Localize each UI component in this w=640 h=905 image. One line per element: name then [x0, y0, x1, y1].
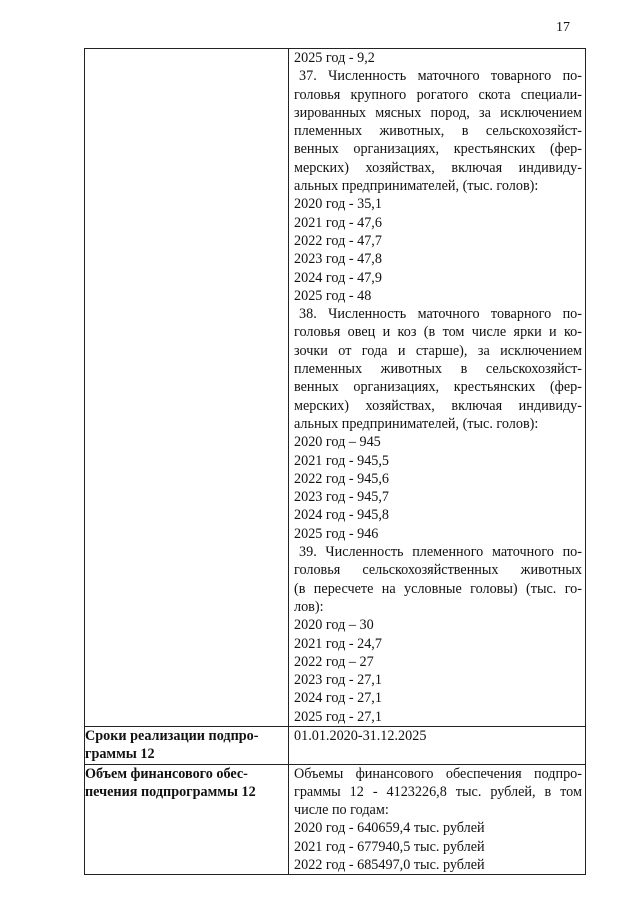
indicator-38-text: альных предпринимателей, (тыс. голов):: [294, 415, 539, 432]
indicator-39-text: 39. Численность племенного маточного по-: [299, 544, 582, 561]
indicator-37-text: 37. Численность маточного товарного по-: [299, 68, 582, 85]
financing-label: [85, 764, 289, 875]
indicator-37-text: венных организациях, крестьянских (фер-: [294, 141, 582, 158]
indicator-39-text: головья сельскохозяйственных животных: [294, 562, 582, 579]
indicator-37-text: племенных животных, в сельскохозяйст-: [294, 123, 582, 140]
indicator-38-text: венных организациях, крестьянских (фер-: [294, 379, 582, 396]
page-number: 17: [556, 20, 570, 35]
financing-label-line: Объем финансового обес-: [85, 765, 248, 782]
indicator-38-text: мерских) хозяйствах, включая индивиду-: [294, 397, 582, 414]
value-line: 2021 год - 677940,5 тыс. рублей: [294, 838, 485, 855]
value-line: 2021 год - 24,7: [294, 635, 382, 652]
terms-value: 01.01.2020-31.12.2025: [294, 727, 427, 744]
indicator-38-text: зочки от года и старше), за исключением: [294, 342, 582, 359]
financing-text: числе по годам:: [294, 802, 389, 819]
value-line: 2020 год – 945: [294, 434, 381, 451]
indicator-38-text: головья овец и коз (в том числе ярки и ко-: [294, 324, 582, 341]
indicator-37-text: зированных мясных пород, за исключением: [294, 104, 582, 121]
value-line: 2020 год - 640659,4 тыс. рублей: [294, 820, 485, 837]
terms-label-line: граммы 12: [85, 746, 155, 763]
terms-label: [85, 726, 289, 764]
value-line: 2024 год - 27,1: [294, 690, 382, 707]
indicators-cell: [289, 49, 586, 727]
value-line: 2022 год - 47,7: [294, 232, 382, 249]
empty-label-cell: [85, 49, 289, 727]
terms-label-line: Сроки реализации подпро-: [85, 727, 259, 744]
indicator-37-text: мерских) хозяйствах, включая индивиду-: [294, 159, 582, 176]
table-row: [85, 726, 586, 764]
indicator-39-text: (в пересчете на условные головы) (тыс. го-: [294, 580, 582, 597]
passport-table: [84, 48, 586, 875]
table-row: [85, 49, 586, 727]
table-row: [85, 764, 586, 875]
value-line: 2024 год - 945,8: [294, 507, 390, 524]
value-line: 2025 год - 946: [294, 525, 379, 542]
financing-text: граммы 12 - 4123226,8 тыс. рублей, в том: [294, 783, 582, 800]
financing-value-cell: [289, 764, 586, 875]
value-line: 2023 год - 27,1: [294, 672, 382, 689]
value-line: 2025 год - 48: [294, 287, 372, 304]
indicator-37-text: головья крупного рогатого скота специали-: [294, 86, 582, 103]
terms-value-cell: [289, 726, 586, 764]
value-line: 2023 год - 945,7: [294, 489, 390, 506]
value-line: 2025 год - 27,1: [294, 708, 382, 725]
value-line: 2022 год - 685497,0 тыс. рублей: [294, 857, 485, 874]
value-line: 2020 год - 35,1: [294, 196, 382, 213]
value-line: 2023 год - 47,8: [294, 251, 382, 268]
value-line: 2020 год – 30: [294, 617, 374, 634]
value-line: 2022 год – 27: [294, 653, 374, 670]
indicator-39-text: лов):: [294, 598, 324, 615]
value-line: 2025 год - 9,2: [294, 50, 375, 66]
value-line: 2021 год - 945,5: [294, 452, 390, 469]
value-line: 2024 год - 47,9: [294, 269, 382, 286]
indicator-38-text: племенных животных в сельскохозяйст-: [294, 361, 582, 378]
indicator-38-text: 38. Численность маточного товарного по-: [299, 306, 582, 323]
value-line: 2021 год - 47,6: [294, 214, 382, 231]
value-line: 2022 год - 945,6: [294, 470, 390, 487]
financing-text: Объемы финансового обеспечения подпро-: [294, 765, 582, 782]
indicator-37-text: альных предпринимателей, (тыс. голов):: [294, 178, 539, 195]
financing-label-line: печения подпрограммы 12: [85, 783, 256, 800]
